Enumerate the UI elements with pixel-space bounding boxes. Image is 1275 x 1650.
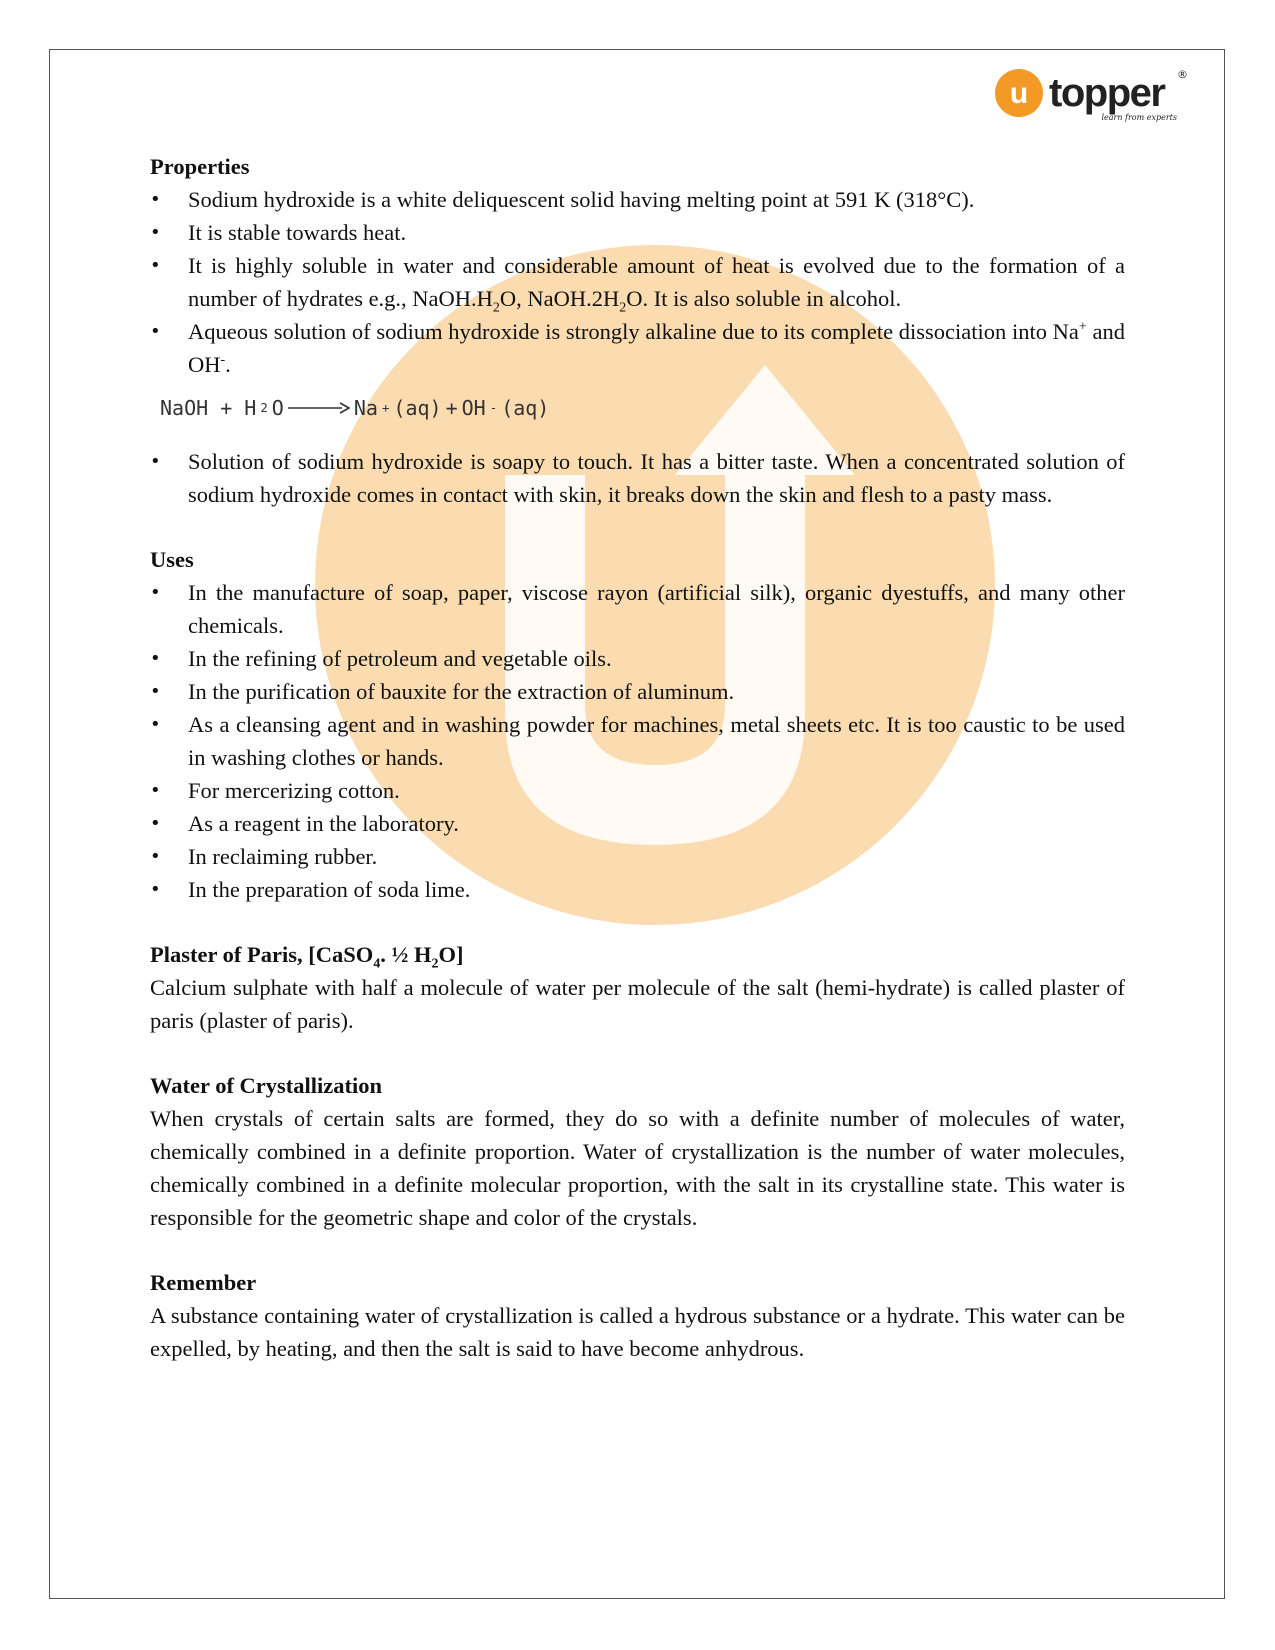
list-item: • In reclaiming rubber. xyxy=(150,840,1125,873)
svg-text:topper: topper xyxy=(1049,71,1165,115)
list-item: • In the manufacture of soap, paper, viscose rayon (artificial silk), organic dyestuffs, and many other chemicals. xyxy=(150,576,1125,642)
list-item: • Sodium hydroxide is a white deliquescent solid having melting point at 591 K (318°C). xyxy=(150,183,1125,216)
reaction-arrow-icon xyxy=(288,401,350,415)
list-item: • It is highly soluble in water and considerable amount of heat is evolved due to the formation of a number of hydrates e.g., $NaOH.H_2O$, $NaOH.2H_2O$. It is also soluble in alcohol. xyxy=(150,249,1125,315)
list-item: • For mercerizing cotton. xyxy=(150,774,1125,807)
topper-logo xyxy=(993,66,1188,126)
list-item: • Aqueous solution of sodium hydroxide is strongly alkaline due to its complete dissociation into Na+ and OH-. xyxy=(150,315,1125,381)
properties-section xyxy=(150,150,1125,511)
document-body xyxy=(150,150,1125,1397)
plaster-section xyxy=(150,938,1125,1037)
uses-list xyxy=(150,576,1125,906)
properties-list-continued xyxy=(150,445,1125,511)
water-heading: Water of Crystallization xyxy=(150,1073,383,1098)
uses-heading: Uses xyxy=(150,547,194,572)
list-item: • In the preparation of soda lime. xyxy=(150,873,1125,906)
svg-text:learn from experts: learn from experts xyxy=(1101,113,1177,122)
list-item: • As a cleansing agent and in washing powder for machines, metal sheets etc. It is too caustic to be used in washing clothes or hands. xyxy=(150,708,1125,774)
list-item: • In the purification of bauxite for the extraction of aluminum. xyxy=(150,675,1125,708)
properties-heading: Properties xyxy=(150,154,250,179)
remember-section xyxy=(150,1266,1125,1365)
remember-paragraph: A substance containing water of crystallization is called a hydrous substance or a hydrate. This water can be expelled, by heating, and then the salt is said to have become anhydrous. xyxy=(150,1303,1125,1361)
dissociation-equation: NaOH + H 2 O Na + (aq) + OH - (aq) xyxy=(160,395,550,420)
svg-text:®: ® xyxy=(1177,68,1188,81)
list-item: • In the refining of petroleum and vegetable oils. xyxy=(150,642,1125,675)
list-item: • As a reagent in the laboratory. xyxy=(150,807,1125,840)
plaster-paragraph: Calcium sulphate with half a molecule of water per molecule of the salt (hemi-hydrate) is called plaster of paris (plaster of paris). xyxy=(150,975,1125,1033)
list-item: • It is stable towards heat. xyxy=(150,216,1125,249)
svg-text:u: u xyxy=(1009,77,1029,110)
properties-list xyxy=(150,183,1125,381)
uses-section xyxy=(150,543,1125,906)
list-item: • Solution of sodium hydroxide is soapy to touch. It has a bitter taste. When a concentrated solution of sodium hydroxide comes in contact with skin, it breaks down the skin and flesh to a pasty mass. xyxy=(150,445,1125,511)
water-section xyxy=(150,1069,1125,1234)
water-paragraph: When crystals of certain salts are formed, they do so with a definite number of molecules of water, chemically combined in a definite proportion. Water of crystallization is the number of water molecules, chemically combined in a definite molecular proportion, with the salt in its crystalline state. This water is responsible for the geometric shape and color of the crystals. xyxy=(150,1106,1125,1230)
plaster-heading: Plaster of Paris, [CaSO$_4$. ½ $H_2O$] xyxy=(150,942,464,972)
remember-heading: Remember xyxy=(150,1270,257,1295)
